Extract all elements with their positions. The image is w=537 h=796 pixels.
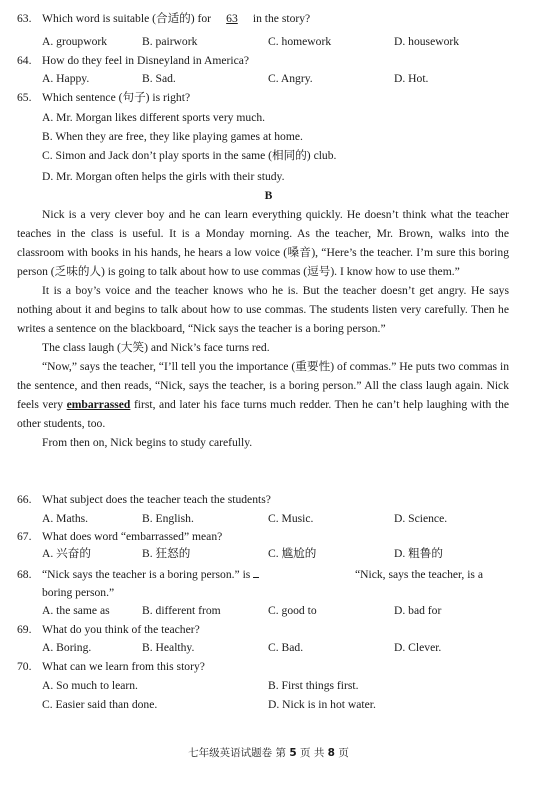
option-b: B. different from [142,604,221,617]
answer-blank [253,568,259,578]
question-number: 69. [17,623,32,636]
question-text: What subject does the teacher teach the students? [42,493,271,506]
option-a: A. Maths. [42,512,89,525]
option-a: A. the same as [42,604,110,617]
question-text-pre: Which word is suitable (合适的) for [42,12,212,25]
question-text [42,568,259,582]
option-a: A. Boring. [42,641,92,654]
option-b: B. When they are free, they like playing games at home. [42,130,303,143]
section-title: B [264,189,273,202]
question-text: What can we learn from this story? [42,660,205,673]
option-a: A. Mr. Morgan likes different sports very much. [42,111,266,124]
option-c: C. good to [268,604,317,617]
option-d: D. bad for [394,604,442,617]
footer-text: 页 [334,747,349,759]
option-c: C. homework [268,35,332,48]
reading-passage [17,205,509,452]
question-text-post: “Nick, says the teacher, is a [355,568,483,581]
option-c: C. Music. [268,512,314,525]
page-footer [0,745,537,760]
question-number: 65. [17,91,32,104]
option-a: A. So much to learn. [42,679,138,692]
question-number: 68. [17,568,32,581]
page-total: 8 [327,747,335,759]
option-d: D. Science. [394,512,448,525]
question-number: 70. [17,660,32,673]
option-d: D. housework [394,35,460,48]
option-d: D. Clever. [394,641,442,654]
option-d: D. Hot. [394,72,429,85]
option-c: C. 尴尬的 [268,547,317,560]
passage-text: “Now,” says the teacher, “I’ll tell you the importance (重要性) of commas.” He puts two commas in the sentence, and then reads, “Nick, says the teacher, is a boring person.” All the class laugh again. Nick feels very [17,360,509,411]
question-number: 67. [17,530,32,543]
question-text: What do you think of the teacher? [42,623,200,636]
passage-paragraph: From then on, Nick begins to study carefully. [42,436,253,449]
option-a: A. groupwork [42,35,108,48]
question-text: Which sentence (句子) is right? [42,91,191,104]
question-text-pre: “Nick says the teacher is a boring person.” is [42,568,251,581]
option-b: B. Healthy. [142,641,195,654]
question-text: What does word “embarrassed” mean? [42,530,223,543]
passage-paragraph: The class laugh (大笑) and Nick’s face turns red. [42,341,270,354]
question-text-post: in the story? [252,12,311,25]
option-c: C. Bad. [268,641,304,654]
question-text: How do they feel in Disneyland in America? [42,54,250,67]
option-d: D. Nick is in hot water. [268,698,376,711]
option-a: A. Happy. [42,72,90,85]
option-d: D. Mr. Morgan often helps the girls with their study. [42,170,285,183]
option-c: C. Angry. [268,72,313,85]
question-number: 64. [17,54,32,67]
footer-text: 七年级英语试题卷 第 [188,747,290,759]
option-d: D. 粗鲁的 [394,547,443,560]
option-b: B. First things first. [268,679,359,692]
passage-text: first, and later his face turns much redder. Then he can’t help laughing with the other students, too. [17,398,510,430]
option-b: B. pairwork [142,35,198,48]
page-number: 5 [289,747,297,759]
option-b: B. Sad. [142,72,176,85]
option-c: C. Simon and Jack don’t play sports in the same (相同的) club. [42,149,337,162]
question-text [42,12,310,26]
question-number: 63. [17,12,32,25]
question-number: 66. [17,493,32,506]
highlighted-word: embarrassed [66,398,131,411]
answer-blank: 63 [226,12,238,25]
passage-paragraph: Nick is a very clever boy and he can learn everything quickly. He doesn’t think what the teacher teaches in the class is useful. It is a Monday morning. As the teacher, Mr. Brown, walks into the classroom with books in his hands, he hears a low voice (嗓音), “Here’s the teacher. I’m sure this boring person (乏味的人) is going to talk about how to use commas (逗号). I know how to use them.” [17,208,509,278]
option-c: C. Easier said than done. [42,698,158,711]
option-a: A. 兴奋的 [42,547,91,560]
footer-text: 页 共 [296,747,328,759]
passage-paragraph [17,357,509,433]
option-b: B. English. [142,512,194,525]
passage-paragraph: It is a boy’s voice and the teacher knows who he is. But the teacher doesn’t get angry. He says nothing about it and begins to talk about how to use commas. The students listen very carefully. Then he writes a sentence on the blackboard, “Nick says the teacher is a boring person.” [17,284,509,335]
question-text-cont: boring person.” [42,586,115,599]
option-b: B. 狂怒的 [142,547,191,560]
